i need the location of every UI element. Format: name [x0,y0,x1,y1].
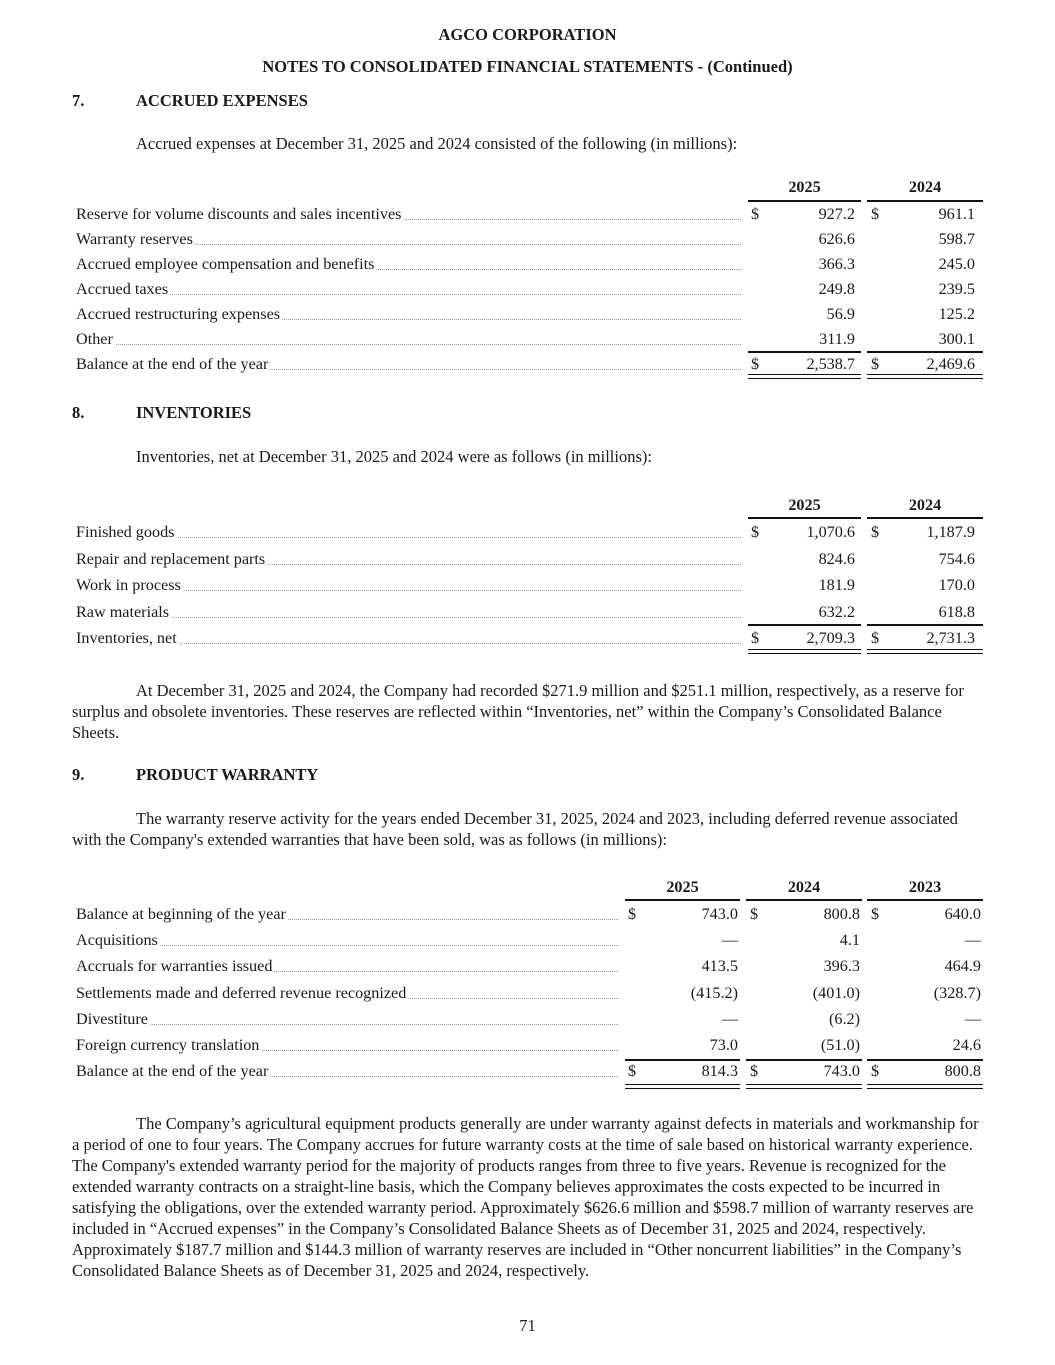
cell-value: 73.0 [709,1036,738,1054]
cell-value: 1,070.6 [806,523,855,541]
company-name: AGCO CORPORATION [438,25,617,44]
currency-symbol: $ [751,523,760,541]
table-row [76,600,983,625]
cell-value: 626.6 [818,230,855,248]
currency-symbol: $ [871,1062,880,1081]
row-label: Balance at beginning of the year [76,905,286,923]
cell-value: 239.5 [938,280,975,298]
cell-value: 2,709.3 [806,629,855,647]
cell-value: 2,731.3 [926,629,975,647]
page-number: 71 [519,1316,536,1335]
cell-value: (6.2) [828,1009,860,1028]
column-header-2024: 2024 [787,878,821,896]
row-label: Warranty reserves [76,230,193,248]
dot-leader [76,344,741,345]
total-double-rule [748,649,861,654]
header-rule [625,899,740,901]
cell-value: 245.0 [938,255,975,273]
cell-value: 311.9 [819,330,855,348]
currency-symbol: $ [751,355,760,373]
warranty-policy-note: The Company’s agricultural equipment products generally are under warranty against defects in materials and workmanship for a period of one to four years. The Company accrues for future warranty costs at the time of sale based on historical warranty experience. The Company's extended warranty period for the majority of products ranges from three to five years. Revenue is recognized for the extended warranty contracts on a straight-line basis, which the Company believes approximates the costs expected to be incurred in satisfying the obligations, over the extended warranty period. Approximately $626.6 million and $598.7 million of warranty reserves are included in “Accrued expenses” in the Company’s Consolidated Balance Sheets as of December 31, 2025 and 2024, respectively. Approximately $187.7 million and $144.3 million of warranty reserves are included in “Other noncurrent liabilities” in the Company’s Consolidated Balance Sheets as of December 31, 2025 and 2024, respectively. [72,1114,979,1280]
cell-value: 396.3 [823,957,860,976]
total-double-rule [625,1084,740,1089]
column-header-2025: 2025 [666,878,699,896]
table-row [76,277,983,302]
subtotal-rule [746,1059,862,1061]
currency-symbol: $ [628,905,637,923]
table-row [76,902,983,927]
header-rule [867,517,983,519]
row-label: Reserve for volume discounts and sales incentives [76,205,402,223]
cell-value: 300.1 [938,330,975,348]
cell-value: 181.9 [818,576,855,594]
inventory-reserve-note: At December 31, 2025 and 2024, the Company had recorded $271.9 million and $251.1 million, respectively, as a reserve for surplus and obsolete inventories. These reserves are reflected within “Inventories, net” within the Company’s Consolidated Balance Sheets. [72,681,964,742]
table-row [76,520,983,545]
row-label: Raw materials [76,602,170,621]
section-8-number: 8. [72,403,85,422]
currency-symbol: $ [751,629,760,647]
cell-value: 640.0 [944,905,981,923]
cell-value: 927.2 [818,205,855,223]
table-row [76,1007,983,1032]
currency-symbol: $ [750,1062,759,1081]
total-double-rule [867,374,983,379]
row-label: Inventories, net [76,629,177,647]
row-label: Accrued restructuring expenses [76,305,281,323]
cell-value: (51.0) [820,1036,860,1054]
cell-value: 632.2 [818,602,855,621]
subtotal-rule [748,351,861,353]
currency-symbol: $ [871,205,880,223]
section-8-intro: Inventories, net at December 31, 2025 and 2024 were as follows (in millions): [136,447,652,466]
cell-value: — [964,1009,981,1028]
currency-symbol: $ [871,905,880,923]
table-row [76,327,983,352]
row-label: Work in process [76,576,181,594]
table-row [76,928,983,953]
cell-value: 2,538.7 [806,355,855,373]
subtotal-rule [625,1059,740,1061]
section-7-intro: Accrued expenses at December 31, 2025 and 2024 consisted of the following (in millions): [136,134,738,153]
table-row [76,981,983,1006]
cell-value: 1,187.9 [926,523,975,541]
section-9-title: PRODUCT WARRANTY [136,765,319,784]
header-rule [746,899,862,901]
total-double-rule [867,1084,983,1089]
cell-value: 598.7 [938,230,975,248]
cell-value: 754.6 [938,549,975,568]
column-header-2025: 2025 [788,496,821,514]
cell-value: 961.1 [938,205,975,223]
column-header-2025: 2025 [788,178,821,196]
row-label: Accrued employee compensation and benefits [76,255,375,273]
dot-leader [76,617,741,618]
table-row [76,547,983,572]
row-label: Accruals for warranties issued [76,957,273,976]
total-double-rule [748,374,861,379]
cell-value: (401.0) [812,983,860,1002]
table-row [76,954,983,979]
cell-value: 413.5 [701,957,738,976]
cell-value: 814.3 [701,1062,738,1081]
table-row [76,302,983,327]
section-9-intro: The warranty reserve activity for the years ended December 31, 2025, 2024 and 2023, including deferred revenue associated with the Company's extended warranties that have been sold, was as follows (in millions): [72,809,958,849]
page-subtitle: NOTES TO CONSOLIDATED FINANCIAL STATEMENTS - (Continued) [262,57,793,76]
cell-value: (328.7) [933,983,981,1002]
cell-value: 366.3 [818,255,855,273]
row-label: Balance at the end of the year [76,355,269,373]
row-label: Repair and replacement parts [76,549,266,568]
cell-value: 2,469.6 [926,355,975,373]
table-row [76,573,983,598]
subtotal-rule [867,1059,983,1061]
cell-value: 618.8 [938,602,975,621]
section-8-title: INVENTORIES [136,403,252,422]
row-label: Divestiture [76,1009,148,1028]
header-rule [748,517,861,519]
row-label: Acquisitions [76,931,158,950]
cell-value: 4.1 [839,931,860,950]
row-label: Accrued taxes [76,280,169,298]
cell-value: 170.0 [938,576,975,594]
cell-value: 743.0 [701,905,738,923]
header-rule [867,899,983,901]
cell-value: — [964,931,981,950]
table-row [76,626,983,651]
cell-value: 743.0 [823,1062,860,1081]
currency-symbol: $ [871,629,880,647]
currency-symbol: $ [628,1062,637,1081]
row-label: Settlements made and deferred revenue recognized [76,983,407,1002]
table-row [76,202,983,227]
row-label: Other [76,330,113,348]
row-label: Balance at the end of the year [76,1062,269,1081]
total-double-rule [867,649,983,654]
currency-symbol: $ [750,905,759,923]
table-row [76,1033,983,1058]
cell-value: 800.8 [823,905,860,923]
cell-value: 464.9 [944,957,981,976]
column-header-2023: 2023 [908,878,942,896]
row-label: Foreign currency translation [76,1036,260,1054]
section-7-title: ACCRUED EXPENSES [136,91,308,110]
cell-value: — [721,1009,738,1028]
subtotal-rule [867,624,983,626]
table-row [76,227,983,252]
cell-value: 800.8 [944,1062,981,1081]
dot-leader [76,294,741,295]
cell-value: 249.8 [818,280,855,298]
currency-symbol: $ [871,355,880,373]
subtotal-rule [867,351,983,353]
section-9-number: 9. [72,765,85,784]
cell-value: 824.6 [818,549,855,568]
currency-symbol: $ [751,205,760,223]
column-header-2024: 2024 [908,178,942,196]
section-7-number: 7. [72,91,85,110]
table-row [76,1059,983,1084]
row-label: Finished goods [76,523,175,541]
column-header-2024: 2024 [908,496,942,514]
currency-symbol: $ [871,523,880,541]
table-row [76,252,983,277]
cell-value: — [721,931,738,950]
cell-value: 24.6 [952,1036,981,1054]
cell-value: 125.2 [938,305,975,323]
cell-value: 56.9 [826,305,855,323]
total-double-rule [746,1084,862,1089]
dot-leader [76,1024,619,1025]
cell-value: (415.2) [690,983,738,1002]
subtotal-rule [748,624,861,626]
